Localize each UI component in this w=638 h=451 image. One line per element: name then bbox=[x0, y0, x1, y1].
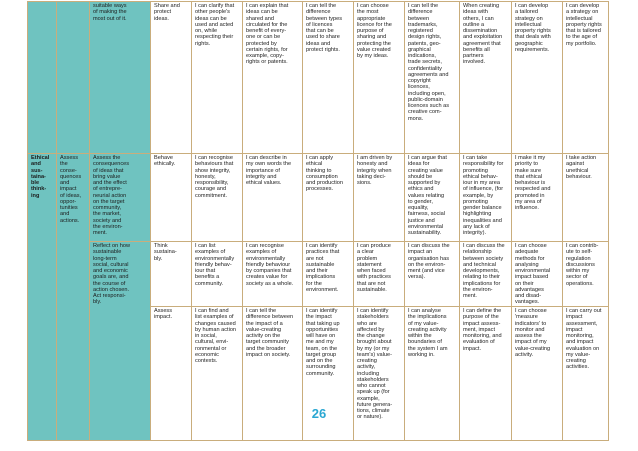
descriptor-cell: I can recognise behaviours that show integrity, honesty, responsibility, courage and commitment. bbox=[192, 154, 243, 242]
descriptor-cell: I can find and list examples of changes caused by human action in social, cultural, envi- ronmental or economic contexts. bbox=[192, 307, 243, 441]
descriptor-cell: When creating ideas with others, I can outline a dissemination and exploitation agreement that benefits all partners involved. bbox=[460, 2, 512, 154]
subcategory-cell bbox=[57, 2, 90, 154]
descriptor-cell: I can identify practices that are not sustainable and their implications for the environment. bbox=[303, 242, 354, 307]
descriptor-cell: I can discuss the impact an organisation has on the environ- ment (and vice versa). bbox=[405, 242, 460, 307]
descriptor-cell: I can explain that ideas can be shared and circulated for the benefit of every- one or can be protected by certain rights, for example, copy- rights or patents. bbox=[243, 2, 303, 154]
table-row bbox=[28, 242, 609, 307]
competence-table bbox=[27, 1, 609, 441]
descriptor-cell: I can analyse the implications of my value- creating activity within the boundaries of the system I am working in. bbox=[405, 307, 460, 441]
theme-cell: suitable ways of making the most out of it. bbox=[90, 2, 151, 154]
descriptor-cell: I can describe in my own words the importance of integrity and ethical values. bbox=[243, 154, 303, 242]
theme-cell: Assess the consequences of ideas that bring value and the effect of entrepre- neurial action on the target community, the market, society and the environ- ment. bbox=[90, 154, 151, 242]
descriptor-cell: I take action against unethical behaviour. bbox=[563, 154, 609, 242]
descriptor-cell: I can argue that ideas for creating value should be supported by ethics and values relating to gender, equality, fairness, social justice and environmental sustainability. bbox=[405, 154, 460, 242]
level-cell: Behave ethically. bbox=[151, 154, 192, 242]
level-cell: Think sustaina- bly. bbox=[151, 242, 192, 307]
descriptor-cell: I can contrib- ute to self- regulation discussions within my sector of operations. bbox=[563, 242, 609, 307]
page-number: 26 bbox=[311, 406, 327, 421]
descriptor-cell: I can identify stakeholders who are affected by the change brought about by my (or my team's) value- creating activity, including stakeholders who cannot speak up (for example, future genera- tions, climate or nature). bbox=[354, 307, 405, 441]
descriptor-cell: I can carry out impact assessment, impact monitoring, and impact evaluation on my value- creating activities. bbox=[563, 307, 609, 441]
descriptor-cell: I can produce a clear problem statement when faced with practices that are not sustainable. bbox=[354, 242, 405, 307]
descriptor-cell: I am driven by honesty and integrity when taking deci- sions. bbox=[354, 154, 405, 242]
descriptor-cell: I can discuss the relationship between society and technical developments, relating to their implications for the environ- ment. bbox=[460, 242, 512, 307]
table-row bbox=[28, 2, 609, 154]
descriptor-cell: I can tell the difference between the impact of a value-creating activity on the target community and the broader impact on society. bbox=[243, 307, 303, 441]
category-cell bbox=[28, 2, 57, 154]
theme-cell: Reflect on how sustainable long-term social, cultural and economic goals are, and the course of action chosen. Act responsi- bly. bbox=[90, 242, 151, 441]
descriptor-cell: I can choose the most appropriate licence for the purpose of sharing and protecting the value created by my ideas. bbox=[354, 2, 405, 154]
category-cell: Ethical and sus- taina- ble think- ing bbox=[28, 154, 57, 441]
descriptor-cell: I can tell the difference between types of licences that can be used to share ideas and protect rights. bbox=[303, 2, 354, 154]
descriptor-cell: I can choose 'measure indicators' to monitor and assess the impact of my value-creating activity. bbox=[512, 307, 563, 441]
level-cell: Assess impact. bbox=[151, 307, 192, 441]
descriptor-cell: I can define the purpose of the impact assess- ment, impact monitoring, and evaluation of impact. bbox=[460, 307, 512, 441]
descriptor-cell: I can recognise examples of environmentally friendly behaviour by companies that creates value for society as a whole. bbox=[243, 242, 303, 307]
descriptor-cell: I can apply ethical thinking to consumption and production processes. bbox=[303, 154, 354, 242]
descriptor-cell: I can choose adequate methods for analysing environmental impact based on their advantages and disad- vantages. bbox=[512, 242, 563, 307]
table-row bbox=[28, 154, 609, 242]
level-cell: Share and protect ideas. bbox=[151, 2, 192, 154]
descriptor-cell: I make it my priority to make sure that ethical behaviour is respected and promoted in my area of influence. bbox=[512, 154, 563, 242]
descriptor-cell: I can take responsibility for promoting ethical behav- iour in my area of influence, (for example, by promoting gender balance highlighting inequalities and any lack of integrity). bbox=[460, 154, 512, 242]
descriptor-cell: I can clarify that other people's ideas can be used and acted on, while respecting their rights. bbox=[192, 2, 243, 154]
subcategory-cell: Assess the conse- quences and impact of ideas, oppor- tunities and actions. bbox=[57, 154, 90, 441]
descriptor-cell: I can tell the difference between trademarks, registered design rights, patents, geo- graphical indications, trade secrets, confidentiality agreements and copyright licences, including open, public-domain licences such as creative com- mons. bbox=[405, 2, 460, 154]
descriptor-cell: I can develop a tailored strategy on intellectual property rights that deals with geographic requirements. bbox=[512, 2, 563, 154]
descriptor-cell: I can develop a strategy on intellectual property rights that is tailored to the age of my portfolio. bbox=[563, 2, 609, 154]
descriptor-cell: I can identify the impact that taking up opportunities will have on me and my team, on the target group and on the surrounding community. bbox=[303, 307, 354, 441]
descriptor-cell: I can list examples of environmentally friendly behav- iour that benefits a community. bbox=[192, 242, 243, 307]
